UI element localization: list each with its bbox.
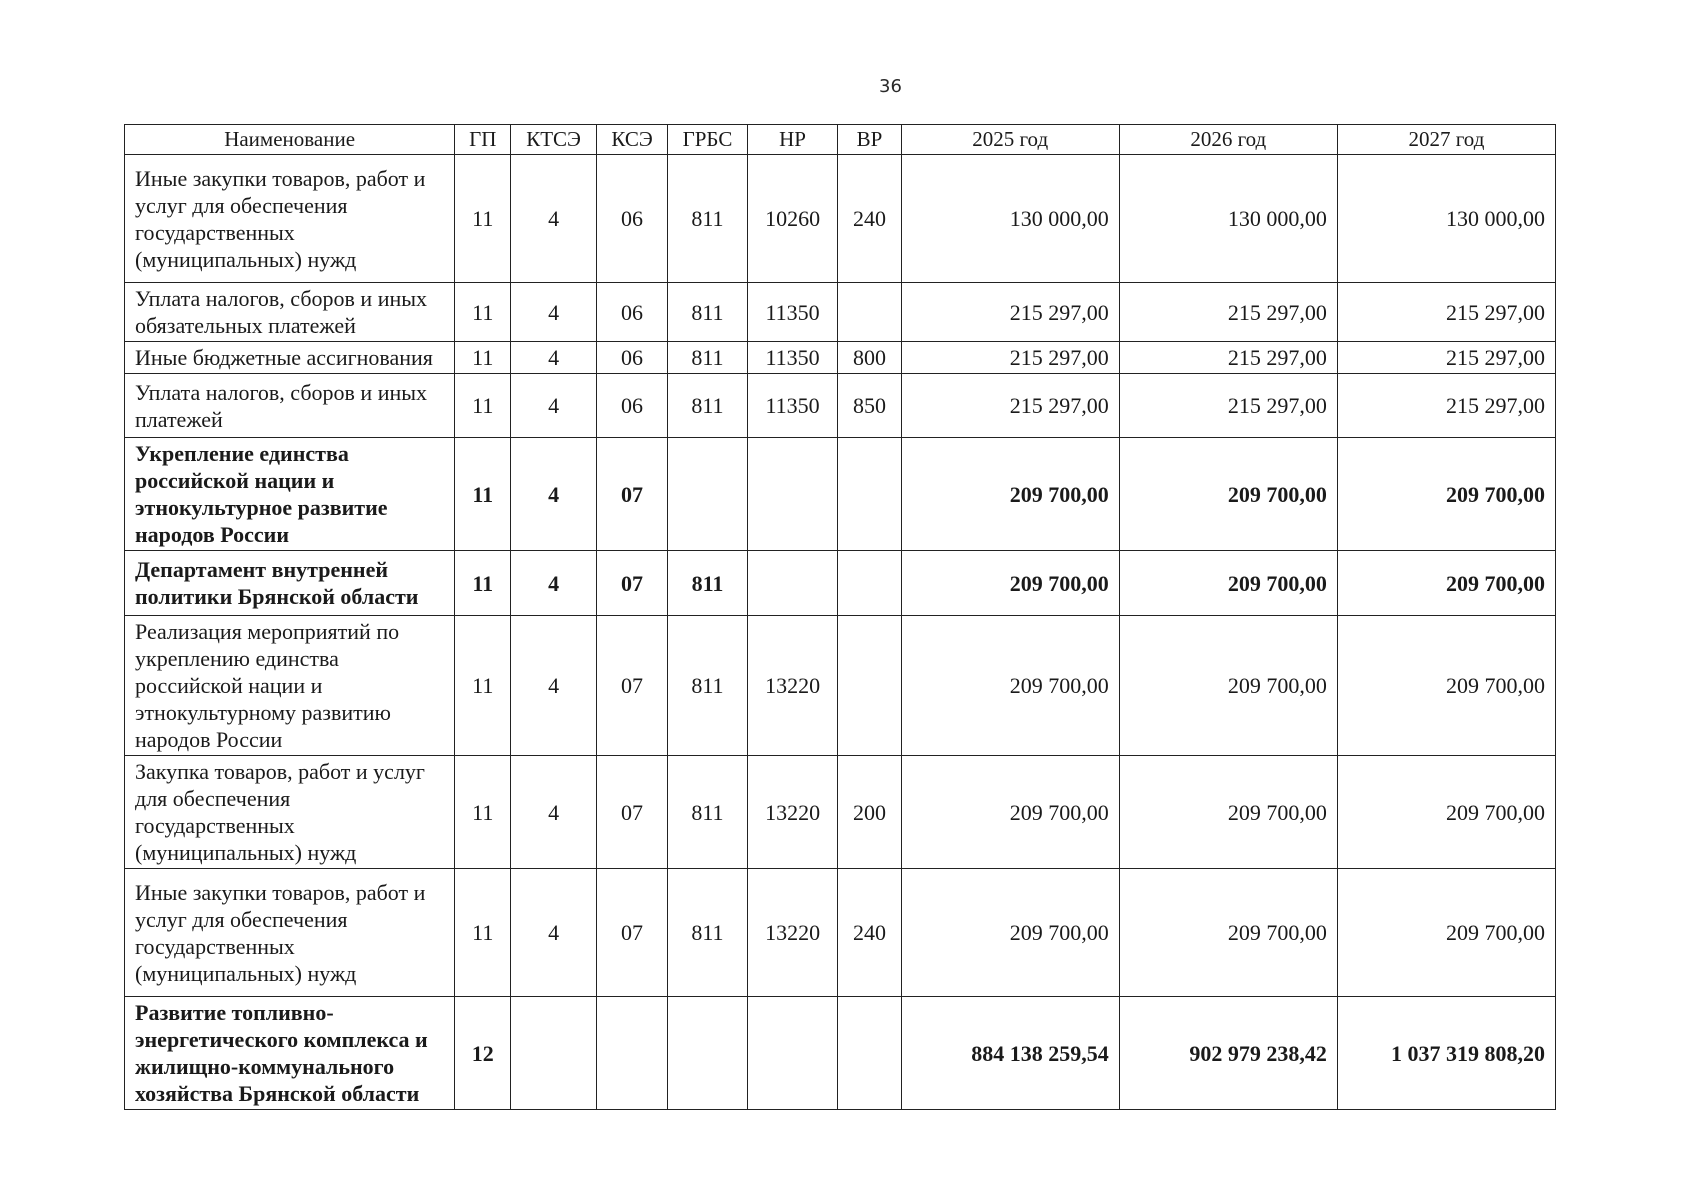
row-2025: 209 700,00 xyxy=(901,756,1119,869)
table-row xyxy=(125,616,1556,756)
row-2027: 209 700,00 xyxy=(1337,551,1555,616)
table-row xyxy=(125,438,1556,551)
row-vr: 850 xyxy=(838,374,901,438)
row-ktse: 4 xyxy=(511,869,597,997)
row-grbs: 811 xyxy=(668,616,748,756)
header-2027: 2027 год xyxy=(1337,125,1555,155)
row-name: Иные закупки товаров, работ и услуг для обеспечения государственных (муниципальных) нужд xyxy=(125,869,455,997)
page-number: 36 xyxy=(879,76,902,97)
row-grbs xyxy=(668,997,748,1110)
row-grbs: 811 xyxy=(668,374,748,438)
table-row xyxy=(125,756,1556,869)
table-row xyxy=(125,342,1556,374)
row-2027: 215 297,00 xyxy=(1337,283,1555,342)
row-vr: 240 xyxy=(838,155,901,283)
row-kse: 06 xyxy=(596,283,667,342)
header-row xyxy=(125,125,1556,155)
row-2025: 130 000,00 xyxy=(901,155,1119,283)
row-vr: 240 xyxy=(838,869,901,997)
row-2026: 209 700,00 xyxy=(1119,756,1337,869)
row-grbs: 811 xyxy=(668,551,748,616)
row-grbs: 811 xyxy=(668,155,748,283)
row-name: Уплата налогов, сборов и иных обязательных платежей xyxy=(125,283,455,342)
header-grbs: ГРБС xyxy=(668,125,748,155)
row-name: Департамент внутренней политики Брянской области xyxy=(125,551,455,616)
table-row xyxy=(125,869,1556,997)
row-2027: 209 700,00 xyxy=(1337,616,1555,756)
row-2026: 130 000,00 xyxy=(1119,155,1337,283)
row-2026: 215 297,00 xyxy=(1119,374,1337,438)
table-row xyxy=(125,374,1556,438)
row-vr xyxy=(838,616,901,756)
row-ktse: 4 xyxy=(511,374,597,438)
row-gp: 11 xyxy=(455,283,511,342)
header-nr: НР xyxy=(747,125,838,155)
row-2026: 902 979 238,42 xyxy=(1119,997,1337,1110)
row-nr: 11350 xyxy=(747,283,838,342)
row-2026: 209 700,00 xyxy=(1119,616,1337,756)
row-name: Укрепление единства российской нации и этнокультурное развитие народов России xyxy=(125,438,455,551)
row-2025: 209 700,00 xyxy=(901,869,1119,997)
row-nr xyxy=(747,997,838,1110)
table-body xyxy=(125,155,1556,1110)
row-2025: 209 700,00 xyxy=(901,438,1119,551)
row-name: Уплата налогов, сборов и иных платежей xyxy=(125,374,455,438)
header-kse: КСЭ xyxy=(596,125,667,155)
row-gp: 11 xyxy=(455,551,511,616)
row-nr xyxy=(747,551,838,616)
row-kse: 07 xyxy=(596,551,667,616)
row-ktse: 4 xyxy=(511,756,597,869)
row-gp: 11 xyxy=(455,438,511,551)
row-2026: 209 700,00 xyxy=(1119,551,1337,616)
row-gp: 11 xyxy=(455,155,511,283)
row-nr xyxy=(747,438,838,551)
row-ktse: 4 xyxy=(511,551,597,616)
row-vr xyxy=(838,283,901,342)
row-2025: 215 297,00 xyxy=(901,342,1119,374)
row-kse: 07 xyxy=(596,756,667,869)
row-ktse: 4 xyxy=(511,283,597,342)
row-2025: 209 700,00 xyxy=(901,616,1119,756)
row-grbs: 811 xyxy=(668,869,748,997)
header-2026: 2026 год xyxy=(1119,125,1337,155)
row-gp: 11 xyxy=(455,616,511,756)
table-row xyxy=(125,551,1556,616)
row-vr xyxy=(838,438,901,551)
row-kse: 07 xyxy=(596,869,667,997)
row-2025: 215 297,00 xyxy=(901,283,1119,342)
row-2027: 209 700,00 xyxy=(1337,756,1555,869)
header-name: Наименование xyxy=(125,125,455,155)
row-kse: 07 xyxy=(596,438,667,551)
row-grbs: 811 xyxy=(668,756,748,869)
row-2026: 215 297,00 xyxy=(1119,283,1337,342)
row-nr: 13220 xyxy=(747,869,838,997)
row-kse: 06 xyxy=(596,374,667,438)
row-name: Реализация мероприятий по укреплению единства российской нации и этнокультурному развитию народов России xyxy=(125,616,455,756)
row-2026: 209 700,00 xyxy=(1119,438,1337,551)
row-kse: 06 xyxy=(596,342,667,374)
row-2027: 215 297,00 xyxy=(1337,374,1555,438)
row-nr: 13220 xyxy=(747,616,838,756)
row-2027: 215 297,00 xyxy=(1337,342,1555,374)
row-nr: 11350 xyxy=(747,374,838,438)
row-gp: 11 xyxy=(455,374,511,438)
row-gp: 11 xyxy=(455,756,511,869)
row-nr: 13220 xyxy=(747,756,838,869)
budget-table xyxy=(124,124,1556,1110)
header-2025: 2025 год xyxy=(901,125,1119,155)
row-2026: 215 297,00 xyxy=(1119,342,1337,374)
row-2027: 209 700,00 xyxy=(1337,438,1555,551)
row-name: Развитие топливно-энергетического комплекса и жилищно-коммунального хозяйства Брянской области xyxy=(125,997,455,1110)
row-gp: 12 xyxy=(455,997,511,1110)
table-row xyxy=(125,155,1556,283)
row-ktse: 4 xyxy=(511,342,597,374)
row-grbs: 811 xyxy=(668,342,748,374)
row-2025: 215 297,00 xyxy=(901,374,1119,438)
row-kse xyxy=(596,997,667,1110)
row-vr xyxy=(838,997,901,1110)
row-2025: 209 700,00 xyxy=(901,551,1119,616)
row-vr xyxy=(838,551,901,616)
header-gp: ГП xyxy=(455,125,511,155)
row-ktse: 4 xyxy=(511,155,597,283)
row-gp: 11 xyxy=(455,342,511,374)
row-kse: 07 xyxy=(596,616,667,756)
row-gp: 11 xyxy=(455,869,511,997)
row-name: Иные бюджетные ассигнования xyxy=(125,342,455,374)
row-vr: 800 xyxy=(838,342,901,374)
row-2025: 884 138 259,54 xyxy=(901,997,1119,1110)
row-nr: 10260 xyxy=(747,155,838,283)
row-grbs: 811 xyxy=(668,283,748,342)
header-vr: ВР xyxy=(838,125,901,155)
row-2026: 209 700,00 xyxy=(1119,869,1337,997)
table-row xyxy=(125,283,1556,342)
row-ktse xyxy=(511,997,597,1110)
row-ktse: 4 xyxy=(511,616,597,756)
table-header xyxy=(125,125,1556,155)
row-nr: 11350 xyxy=(747,342,838,374)
row-2027: 130 000,00 xyxy=(1337,155,1555,283)
header-ktse: КТСЭ xyxy=(511,125,597,155)
row-2027: 209 700,00 xyxy=(1337,869,1555,997)
row-name: Закупка товаров, работ и услуг для обеспечения государственных (муниципальных) нужд xyxy=(125,756,455,869)
table-row xyxy=(125,997,1556,1110)
row-grbs xyxy=(668,438,748,551)
row-kse: 06 xyxy=(596,155,667,283)
row-vr: 200 xyxy=(838,756,901,869)
row-2027: 1 037 319 808,20 xyxy=(1337,997,1555,1110)
row-name: Иные закупки товаров, работ и услуг для обеспечения государственных (муниципальных) нужд xyxy=(125,155,455,283)
row-ktse: 4 xyxy=(511,438,597,551)
